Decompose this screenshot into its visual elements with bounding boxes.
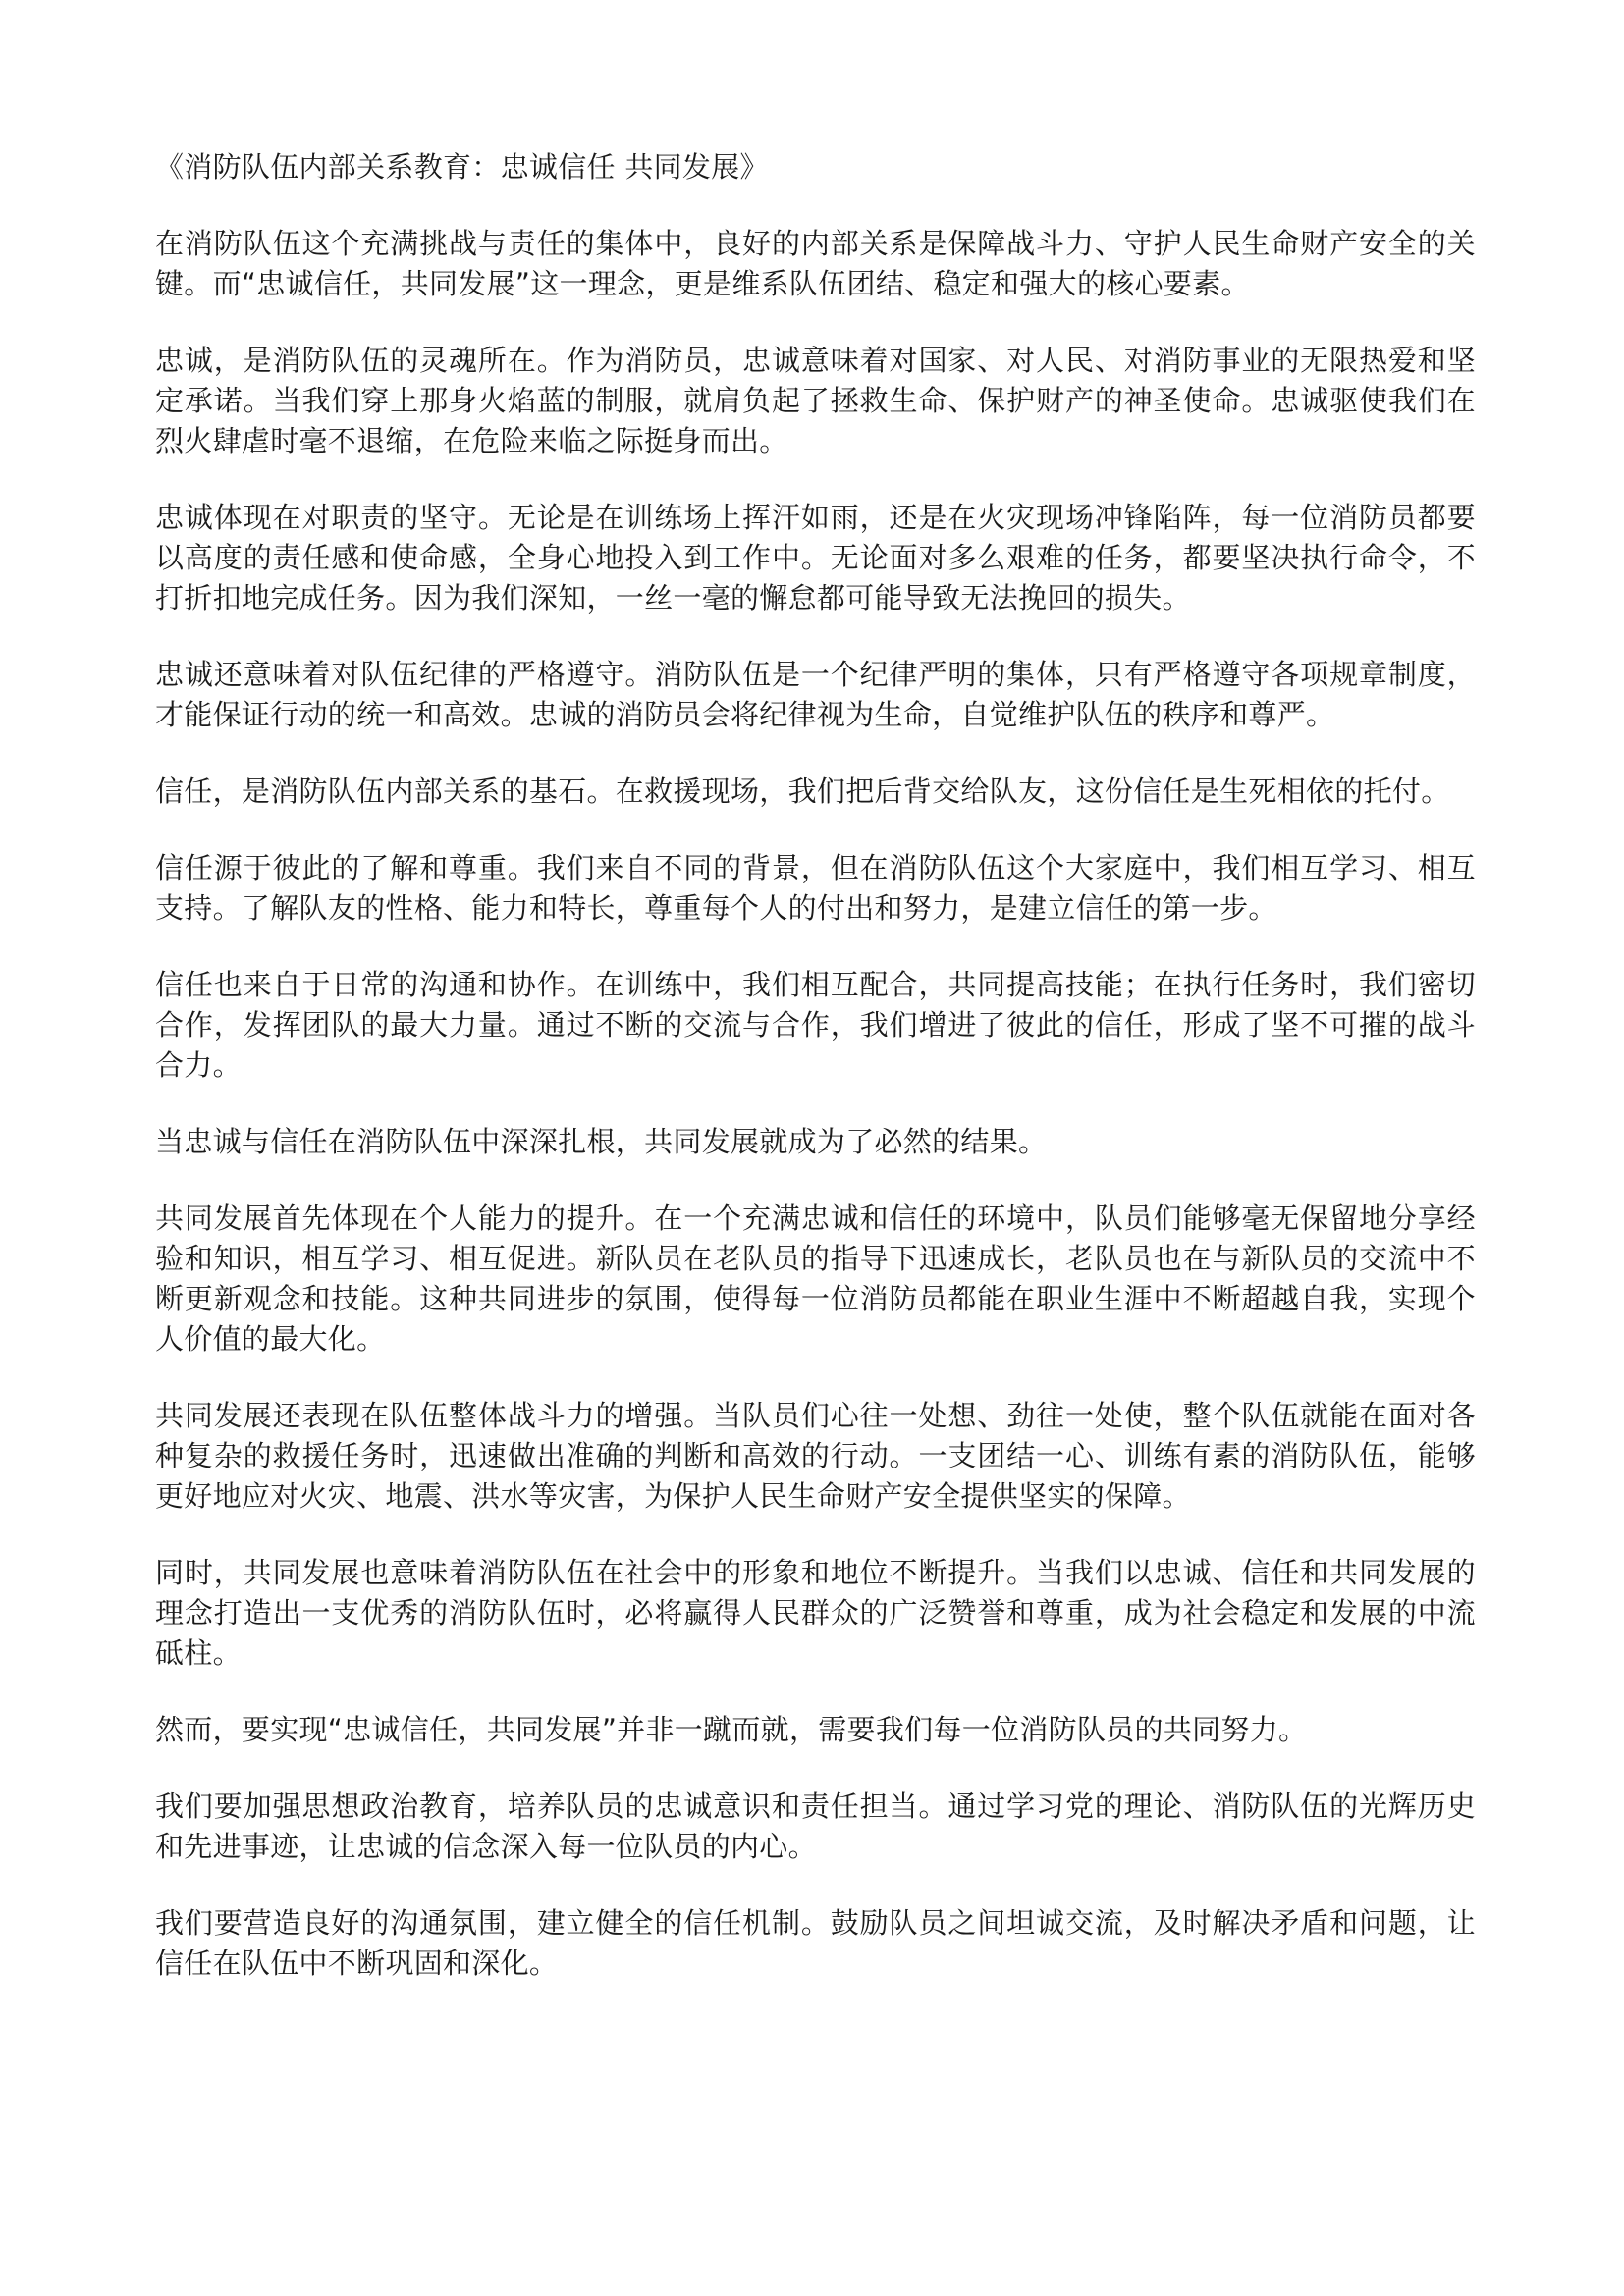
paragraph: 当忠诚与信任在消防队伍中深深扎根，共同发展就成为了必然的结果。 xyxy=(155,1125,1048,1158)
paragraph: 信任，是消防队伍内部关系的基石。在救援现场，我们把后背交给队友，这份信任是生死相依的托付。 xyxy=(155,774,1450,808)
paragraph: 我们要加强思想政治教育，培养队员的忠诚意识和责任担当。通过学习党的理论、消防队伍的光辉历史和先进事迹，让忠诚的信念深入每一位队员的内心。 xyxy=(155,1789,1476,1863)
paragraph: 共同发展还表现在队伍整体战斗力的增强。当队员们心往一处想、劲往一处使，整个队伍就能在面对各种复杂的救援任务时，迅速做出准确的判断和高效的行动。一支团结一心、训练有素的消防队伍，能够更好地应对火灾、地震、洪水等灾害，为保护人民生命财产安全提供坚实的保障。 xyxy=(155,1399,1476,1513)
document-title: 《消防队伍内部关系教育：忠诚信任 共同发展》 xyxy=(155,150,769,184)
paragraph: 忠诚还意味着对队伍纪律的严格遵守。消防队伍是一个纪律严明的集体，只有严格遵守各项规章制度，才能保证行动的统一和高效。忠诚的消防员会将纪律视为生命，自觉维护队伍的秩序和尊严。 xyxy=(155,658,1476,731)
paragraph: 在消防队伍这个充满挑战与责任的集体中，良好的内部关系是保障战斗力、守护人民生命财产安全的关键。而“忠诚信任，共同发展”这一理念，更是维系队伍团结、稳定和强大的核心要素。 xyxy=(155,227,1476,300)
paragraph: 忠诚体现在对职责的坚守。无论是在训练场上挥汗如雨，还是在火灾现场冲锋陷阵，每一位消防员都要以高度的责任感和使命感，全身心地投入到工作中。无论面对多么艰难的任务，都要坚决执行命令，不打折扣地完成任务。因为我们深知，一丝一毫的懈怠都可能导致无法挽回的损失。 xyxy=(155,501,1476,614)
paragraph: 信任也来自于日常的沟通和协作。在训练中，我们相互配合，共同提高技能；在执行任务时，我们密切合作，发挥团队的最大力量。通过不断的交流与合作，我们增进了彼此的信任，形成了坚不可摧的战斗合力。 xyxy=(155,968,1476,1082)
paragraph: 我们要营造良好的沟通氛围，建立健全的信任机制。鼓励队员之间坦诚交流，及时解决矛盾和问题，让信任在队伍中不断巩固和深化。 xyxy=(155,1906,1476,1980)
paragraph: 信任源于彼此的了解和尊重。我们来自不同的背景，但在消防队伍这个大家庭中，我们相互学习、相互支持。了解队友的性格、能力和特长，尊重每个人的付出和努力，是建立信任的第一步。 xyxy=(155,851,1476,925)
document-body xyxy=(155,147,1476,2020)
paragraph: 同时，共同发展也意味着消防队伍在社会中的形象和地位不断提升。当我们以忠诚、信任和共同发展的理念打造出一支优秀的消防队伍时，必将赢得人民群众的广泛赞誉和尊重，成为社会稳定和发展的中流砥柱。 xyxy=(155,1556,1476,1670)
paragraph: 然而，要实现“忠诚信任，共同发展”并非一蹴而就，需要我们每一位消防队员的共同努力。 xyxy=(155,1713,1308,1746)
paragraph: 忠诚，是消防队伍的灵魂所在。作为消防员，忠诚意味着对国家、对人民、对消防事业的无限热爱和坚定承诺。当我们穿上那身火焰蓝的制服，就肩负起了拯救生命、保护财产的神圣使命。忠诚驱使我们在烈火肆虐时毫不退缩，在危险来临之际挺身而出。 xyxy=(155,344,1476,457)
paragraph: 共同发展首先体现在个人能力的提升。在一个充满忠诚和信任的环境中，队员们能够毫无保留地分享经验和知识，相互学习、相互促进。新队员在老队员的指导下迅速成长，老队员也在与新队员的交流中不断更新观念和技能。这种共同进步的氛围，使得每一位消防员都能在职业生涯中不断超越自我，实现个人价值的最大化。 xyxy=(155,1201,1476,1356)
